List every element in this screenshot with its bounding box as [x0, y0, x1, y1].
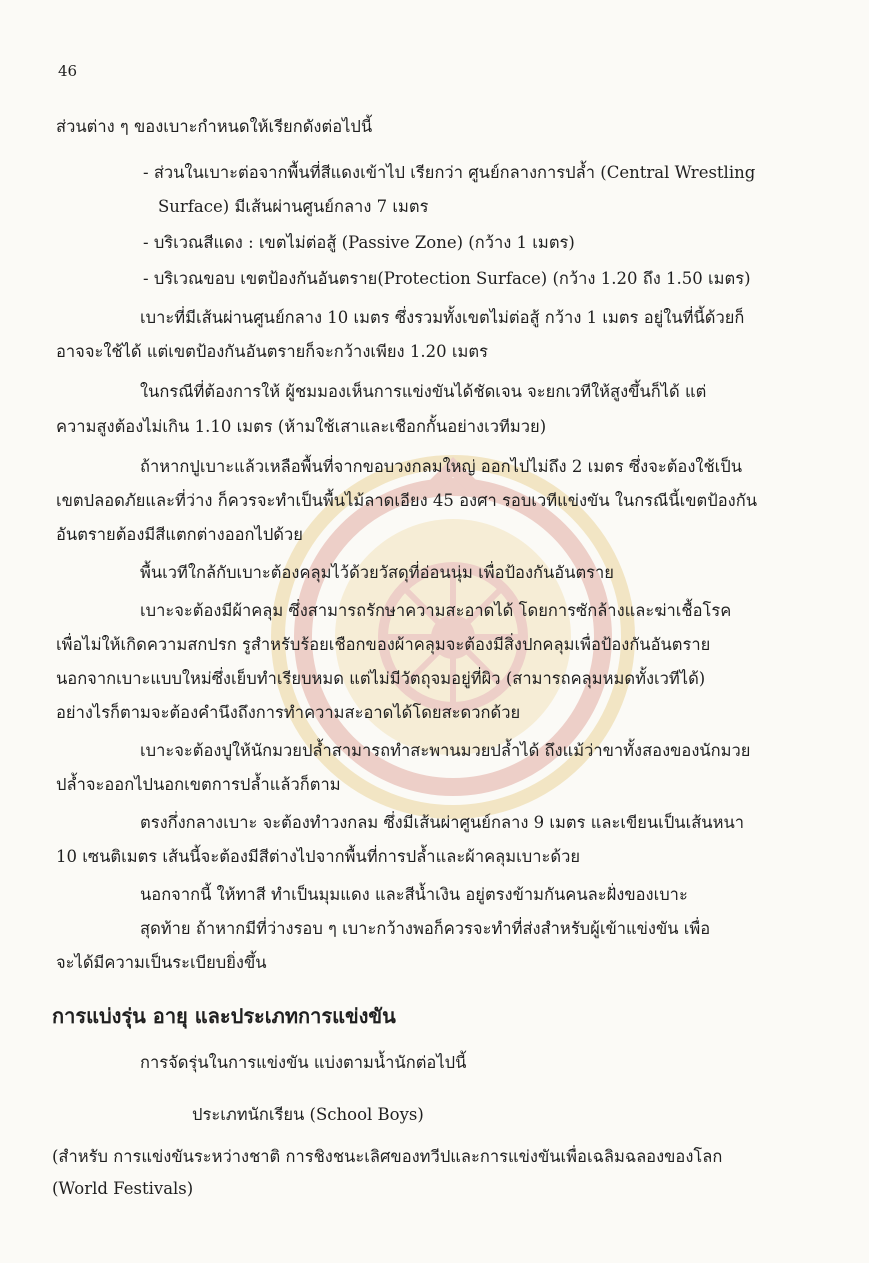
text-line: นอกจากนี้ ให้ทาสี ทำเป็นมุมแดง และสีน้ำเงิน อยู่ตรงข้ามกันคนละฝั่งของเบาะ [140, 885, 688, 904]
text-line: - บริเวณสีแดง : เขตไม่ต่อสู้ (Passive Zone) (กว้าง 1 เมตร) [143, 233, 575, 252]
text-line: อันตรายต้องมีสีแตกต่างออกไปด้วย [56, 525, 303, 544]
text-line: อย่างไรก็ตามจะต้องคำนึงถึงการทำความสะอาดได้โดยสะดวกด้วย [56, 703, 521, 722]
text-line: ประเภทนักเรียน (School Boys) [192, 1105, 424, 1124]
text-line: สุดท้าย ถ้าหากมีที่ว่างรอบ ๆ เบาะกว้างพอก็ควรจะทำที่ส่งสำหรับผู้เข้าแข่งขัน เพื่อ [140, 919, 711, 938]
text-line: อาจจะใช้ได้ แต่เขตป้องกันอันตรายก็จะกว้างเพียง 1.20 เมตร [56, 342, 488, 361]
text-line: ความสูงต้องไม่เกิน 1.10 เมตร (ห้ามใช้เสาและเชือกกั้นอย่างเวทีมวย) [56, 417, 547, 436]
text-line: - บริเวณขอบ เขตป้องกันอันตราย(Protection Surface) (กว้าง 1.20 ถึง 1.50 เมตร) [143, 269, 751, 288]
section-heading: การแบ่งรุ่น อายุ และประเภทการแข่งขัน [52, 1004, 396, 1028]
text-line: นอกจากเบาะแบบใหม่ซึ่งเย็บทำเรียบหมด แต่ไม่มีวัตถุจมอยู่ที่ผิว (สามารถคลุมหมดทั้งเวทีได้) [56, 669, 706, 688]
text-line: (สำหรับ การแข่งขันระหว่างชาติ การชิงชนะเลิศของทวีปและการแข่งขันเพื่อเฉลิมฉลองของโลก [52, 1147, 723, 1166]
text-line: เบาะจะต้องมีผ้าคลุม ซึ่งสามารถรักษาความสะอาดได้ โดยการซักล้างและฆ่าเชื้อโรค [140, 601, 732, 620]
text-line: ตรงกึ่งกลางเบาะ จะต้องทำวงกลม ซึ่งมีเส้นผ่าศูนย์กลาง 9 เมตร และเขียนเป็นเส้นหนา [140, 813, 744, 832]
text-line: (World Festivals) [52, 1179, 194, 1198]
text-line: ถ้าหากปูเบาะแล้วเหลือพื้นที่จากขอบวงกลมใหญ่ ออกไปไม่ถึง 2 เมตร ซึ่งจะต้องใช้เป็น [140, 457, 743, 476]
text-line: เบาะที่มีเส้นผ่านศูนย์กลาง 10 เมตร ซึ่งรวมทั้งเขตไม่ต่อสู้ กว้าง 1 เมตร อยู่ในที่นี้ด้วยก็ [140, 308, 745, 327]
text-line: เพื่อไม่ให้เกิดความสกปรก รูสำหรับร้อยเชือกของผ้าคลุมจะต้องมีสิ่งปกคลุมเพื่อป้องกันอันตราย [56, 635, 711, 654]
text-line: พื้นเวทีใกล้กับเบาะต้องคลุมไว้ด้วยวัสดุที่อ่อนนุ่ม เพื่อป้องกันอันตราย [140, 563, 614, 582]
text-line: 10 เซนติเมตร เส้นนี้จะต้องมีสีต่างไปจากพื้นที่การปล้ำและผ้าคลุมเบาะด้วย [56, 847, 581, 866]
text-line: การจัดรุ่นในการแข่งขัน แบ่งตามน้ำนักต่อไปนี้ [140, 1053, 467, 1072]
text-line: ในกรณีที่ต้องการให้ ผู้ชมมองเห็นการแข่งขันได้ชัดเจน จะยกเวทีให้สูงขึ้นก็ได้ แต่ [140, 382, 707, 401]
text-line: Surface) มีเส้นผ่านศูนย์กลาง 7 เมตร [158, 197, 429, 216]
text-line: จะได้มีความเป็นระเบียบยิ่งขึ้น [56, 953, 267, 972]
text-line: - ส่วนในเบาะต่อจากพื้นที่สีแดงเข้าไป เรียกว่า ศูนย์กลางการปล้ำ (Central Wrestling [143, 163, 756, 182]
text-line: ปล้ำจะออกไปนอกเขตการปล้ำแล้วก็ตาม [56, 775, 341, 794]
text-line: ส่วนต่าง ๆ ของเบาะกำหนดให้เรียกดังต่อไปนี้ [56, 117, 373, 136]
page-number: 46 [58, 62, 78, 80]
text-line: เขตปลอดภัยและที่ว่าง ก็ควรจะทำเป็นพื้นไม้ลาดเอียง 45 องศา รอบเวทีแข่งขัน ในกรณีนี้เขตป้องกัน [56, 491, 757, 510]
text-line: เบาะจะต้องปูให้นักมวยปล้ำสามารถทำสะพานมวยปล้ำได้ ถึงแม้ว่าขาทั้งสองของนักมวย [140, 741, 751, 760]
